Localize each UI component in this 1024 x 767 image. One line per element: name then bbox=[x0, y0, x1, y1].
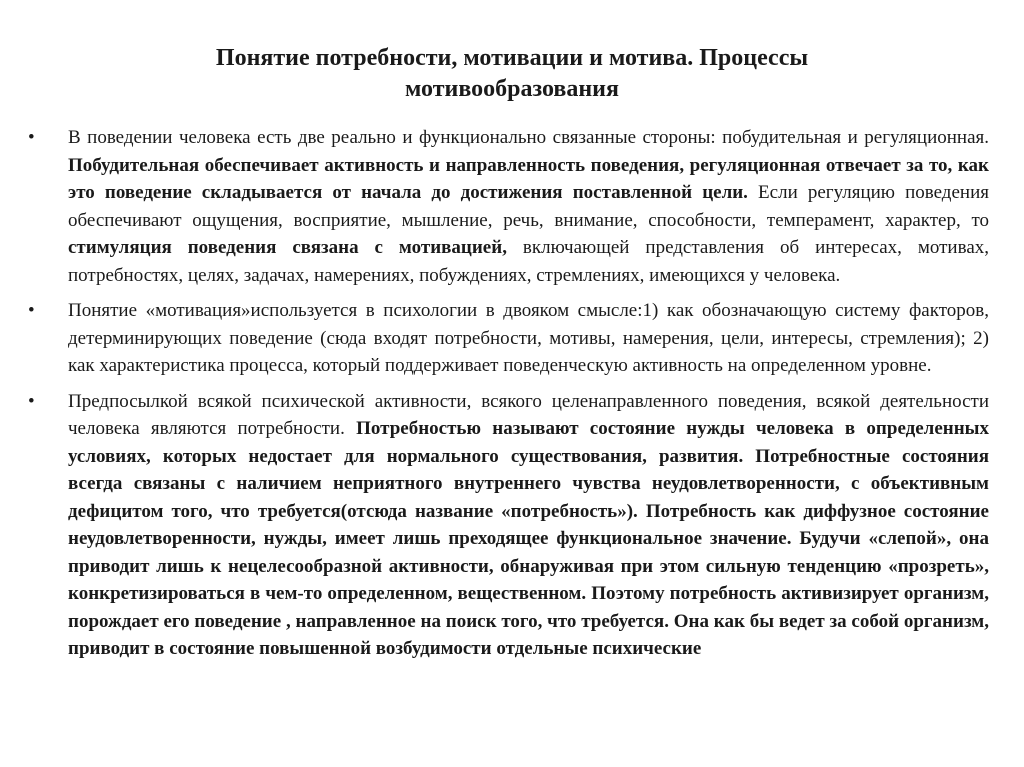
bold-text-segment: стимуляция поведения связана с мотивацией, bbox=[68, 237, 507, 258]
bullet-list bbox=[0, 124, 1024, 671]
bold-text-segment: Побудительная обеспечивает активность и направленность поведения, регуляционная отвечает за то, как это поведение складывается от начала до достижения поставленной цели. bbox=[68, 154, 989, 203]
bullet-text bbox=[68, 124, 989, 289]
text-segment: Если регуляцию поведения обеспечивают ощущения, восприятие, мышление, речь, внимание, способности, темперамент, характер, то bbox=[68, 182, 989, 231]
text-segment: В поведении человека есть две реально и функционально связанные стороны: побудительная и регуляционная. bbox=[68, 127, 989, 148]
bullet-text bbox=[68, 297, 989, 380]
title-line-1: Понятие потребности, мотивации и мотива. Процессы bbox=[215, 45, 809, 71]
bullet-item bbox=[0, 388, 1024, 663]
slide-title bbox=[130, 43, 894, 105]
title-line-2: мотивообразования bbox=[405, 76, 619, 102]
text-segment: включающей представления об интересах, мотивах, потребностях, целях, задачах, намерениях, побуждениях, стремлениях, имеющихся у человека. bbox=[68, 237, 989, 286]
bullet-dot-icon: • bbox=[28, 390, 35, 412]
text-segment: Понятие «мотивация»используется в психологии в двояком смысле:1) как обозначающую систему факторов, детерминирующих поведение (сюда входят потребности, мотивы, намерения, цели, интересы, стремления); 2) как характеристика процесса, который поддерживает поведенческую активность на определенном уровне. bbox=[68, 300, 989, 376]
text-segment: Предпосылкой всякой психической активности, всякого целенаправленного поведения, всякой деятельности человека являются потребности. bbox=[68, 390, 989, 439]
bullet-text bbox=[68, 388, 989, 663]
bullet-dot-icon: • bbox=[28, 127, 35, 148]
bullet-item bbox=[0, 297, 1024, 380]
bullet-dot-icon: • bbox=[28, 300, 35, 321]
bullet-item bbox=[0, 124, 1024, 289]
bold-text-segment: Потребностью называют состояние нужды человека в определенных условиях, которых недостает для нормального существования, развития. Потребностные состояния всегда связаны с наличием неприятного внутреннего чувства неудовлетворенности, с объективным дефицитом того, что требуется(отсюда название «потребность»). Потребность как диффузное состояние неудовлетворенности, нужды, имеет лишь преходящее функциональное значение. Будучи «слепой», она приводит лишь к нецелесообразной активности, обнаруживая при этом сильную тенденцию «прозреть», конкретизироваться в чем-то определенном, вещественном. Поэтому потребность активизирует организм, порождает его поведение , направленное на поиск того, что требуется. Она как бы ведет за собой организм, приводит в состояние повышенной возбудимости отдельные психические bbox=[68, 418, 989, 659]
